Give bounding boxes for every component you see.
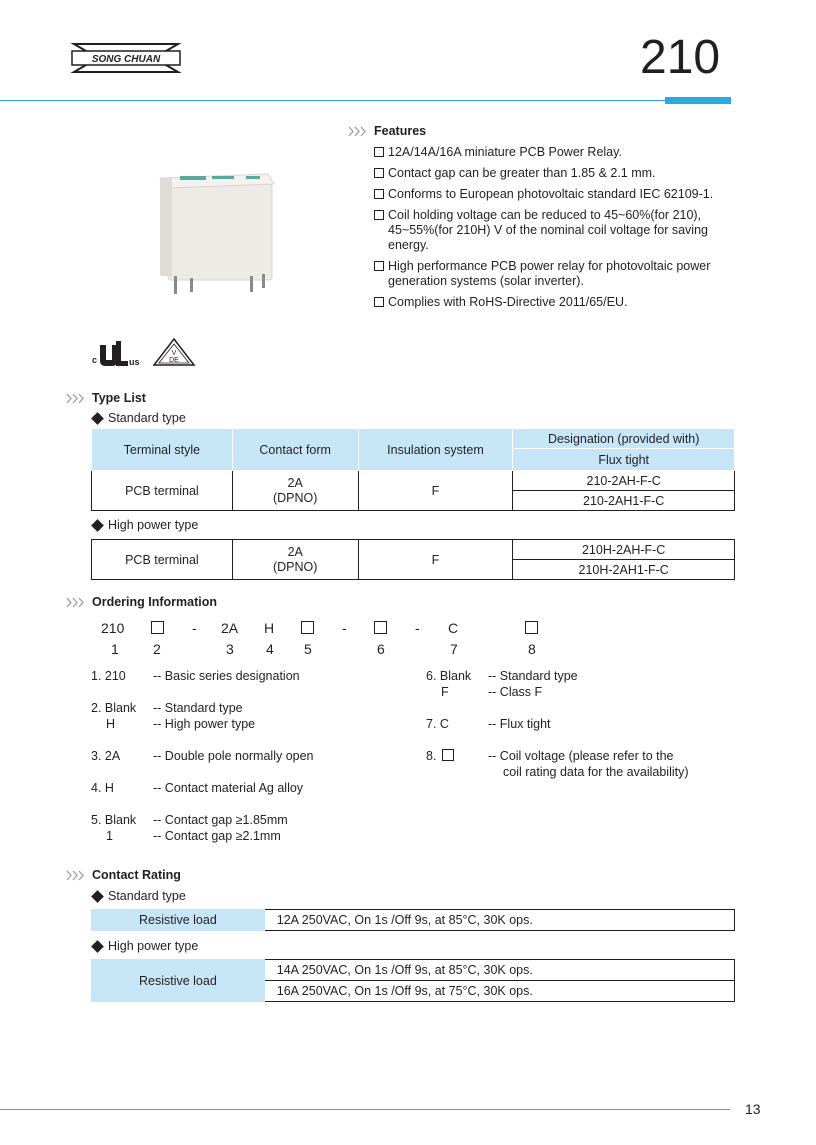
position-number: 5 <box>304 641 312 657</box>
list-item: High performance PCB power relay for photovoltaic power generation systems (solar inverter). <box>374 259 744 289</box>
definition-key: 8. <box>426 749 437 763</box>
definition-key: 4. H <box>91 781 114 795</box>
order-code-p1: 210 <box>101 620 125 636</box>
type-list-standard-table <box>91 428 735 511</box>
list-item: Complies with RoHS-Directive 2011/65/EU. <box>374 295 744 310</box>
standard-type-label: Standard type <box>91 889 186 903</box>
header-contact-form: Contact form <box>232 429 358 471</box>
contact-rating-standard-table <box>91 909 735 931</box>
order-code-box-2 <box>151 621 164 637</box>
checkbox-icon <box>374 261 384 271</box>
definition-key: H <box>106 717 116 731</box>
position-number: 1 <box>111 641 119 657</box>
order-code-box-8 <box>525 621 538 637</box>
definition-key: 1 <box>106 829 113 843</box>
definition-value: -- Contact material Ag alloy <box>153 781 304 795</box>
definition-key: 6. Blank <box>426 669 472 683</box>
header-terminal-style: Terminal style <box>92 429 233 471</box>
vde-logo-icon <box>154 339 194 365</box>
order-code-box-5 <box>301 621 314 637</box>
checkbox-icon <box>374 168 384 178</box>
high-power-type-label: High power type <box>91 518 198 532</box>
definition-value: -- Standard type <box>153 701 243 715</box>
diamond-bullet-icon <box>91 940 104 953</box>
position-number: 3 <box>226 641 234 657</box>
position-number: 2 <box>153 641 161 657</box>
contact-rating-high-power-table <box>91 959 735 1002</box>
checkbox-icon <box>374 297 384 307</box>
order-code-p4: H <box>264 620 275 636</box>
certification-marks <box>90 335 200 371</box>
position-number: 4 <box>266 641 274 657</box>
definition-value: -- Coil voltage (please refer to the <box>488 749 674 763</box>
ordering-heading: Ordering Information <box>66 595 217 609</box>
song-chuan-logo <box>70 40 182 76</box>
cell-designation: 210-2AH-F-C <box>513 471 735 491</box>
position-number: 7 <box>450 641 458 657</box>
cell-load-type: Resistive load <box>92 960 265 1002</box>
checkbox-icon <box>374 189 384 199</box>
cell-terminal: PCB terminal <box>92 540 233 580</box>
definition-key: 5. Blank <box>91 813 137 827</box>
cell-load-type: Resistive load <box>92 910 265 931</box>
list-item: Coil holding voltage can be reduced to 45~60%(for 210), 45~55%(for 210H) V of the nominal coil voltage for saving energy. <box>374 208 744 253</box>
chevron-right-icon <box>348 126 370 137</box>
definition-value: -- Class F <box>488 685 543 699</box>
definition-key: 7. C <box>426 717 449 731</box>
chevron-right-icon <box>66 597 88 608</box>
order-code-dash: - <box>192 620 197 636</box>
definition-value: -- Contact gap ≥2.1mm <box>153 829 281 843</box>
definition-key: 1. 210 <box>91 669 126 683</box>
cell-rating: 14A 250VAC, On 1s /Off 9s, at 85°C, 30K ops. <box>264 960 734 981</box>
cell-designation: 210H-2AH1-F-C <box>513 560 735 580</box>
svg-text:SONG CHUAN: SONG CHUAN <box>91 54 161 65</box>
list-item: Conforms to European photovoltaic standard IEC 62109-1. <box>374 187 744 202</box>
definition-value: -- Standard type <box>488 669 578 683</box>
checkbox-icon <box>374 210 384 220</box>
diamond-bullet-icon <box>91 890 104 903</box>
series-number: 210 <box>640 31 721 84</box>
cell-contact: 2A (DPNO) <box>232 540 358 580</box>
contact-rating-heading: Contact Rating <box>66 868 181 882</box>
svg-text:V: V <box>171 350 177 357</box>
diamond-bullet-icon <box>91 412 104 425</box>
footer-rule <box>0 1109 730 1110</box>
chevron-right-icon <box>66 870 88 881</box>
cell-rating: 12A 250VAC, On 1s /Off 9s, at 85°C, 30K ops. <box>264 910 734 931</box>
definition-value: -- Contact gap ≥1.85mm <box>153 813 288 827</box>
header-insulation-system: Insulation system <box>358 429 513 471</box>
type-list-high-power-table <box>91 539 735 580</box>
header-flux-tight: Flux tight <box>513 449 735 471</box>
definition-key: 3. 2A <box>91 749 121 763</box>
diamond-bullet-icon <box>91 519 104 532</box>
cell-designation: 210-2AH1-F-C <box>513 491 735 511</box>
cell-terminal: PCB terminal <box>92 471 233 511</box>
coil-voltage-box-icon <box>442 749 454 764</box>
cell-insulation: F <box>358 540 513 580</box>
cell-designation: 210H-2AH-F-C <box>513 540 735 560</box>
features-list <box>374 145 744 316</box>
ul-logo-icon <box>100 341 128 366</box>
checkbox-icon <box>374 147 384 157</box>
header-designation: Designation (provided with) <box>513 429 735 449</box>
definition-value: -- High power type <box>153 717 256 731</box>
cell-insulation: F <box>358 471 513 511</box>
definition-value: -- Flux tight <box>488 717 551 731</box>
cell-rating: 16A 250VAC, On 1s /Off 9s, at 75°C, 30K ops. <box>264 981 734 1002</box>
order-code-dash: - <box>342 620 347 636</box>
chevron-right-icon <box>66 393 88 404</box>
svg-text:DE: DE <box>169 357 179 364</box>
definition-value: -- Double pole normally open <box>153 749 314 763</box>
standard-type-label: Standard type <box>91 411 186 425</box>
order-code-p3: 2A <box>221 620 239 636</box>
list-item: 12A/14A/16A miniature PCB Power Relay. <box>374 145 744 160</box>
page-number: 13 <box>745 1101 761 1117</box>
order-code-dash: - <box>415 620 420 636</box>
header-rule <box>0 100 730 101</box>
header-rule-tab <box>665 97 731 104</box>
definition-key: 2. Blank <box>91 701 137 715</box>
position-number: 8 <box>528 641 536 657</box>
definition-value: coil rating data for the availability) <box>503 765 689 779</box>
order-code-box-6 <box>374 621 387 637</box>
position-number: 6 <box>377 641 385 657</box>
order-code-p7: C <box>448 620 459 636</box>
type-list-heading: Type List <box>66 391 146 405</box>
ul-us-mark: us <box>129 357 140 367</box>
ul-c-mark: c <box>92 355 98 365</box>
high-power-type-label: High power type <box>91 939 198 953</box>
definition-key: F <box>441 685 449 699</box>
definition-value: -- Basic series designation <box>153 669 300 683</box>
features-heading: Features <box>348 124 426 138</box>
relay-product-image <box>150 160 285 300</box>
list-item: Contact gap can be greater than 1.85 & 2.1 mm. <box>374 166 744 181</box>
cell-contact: 2A (DPNO) <box>232 471 358 511</box>
